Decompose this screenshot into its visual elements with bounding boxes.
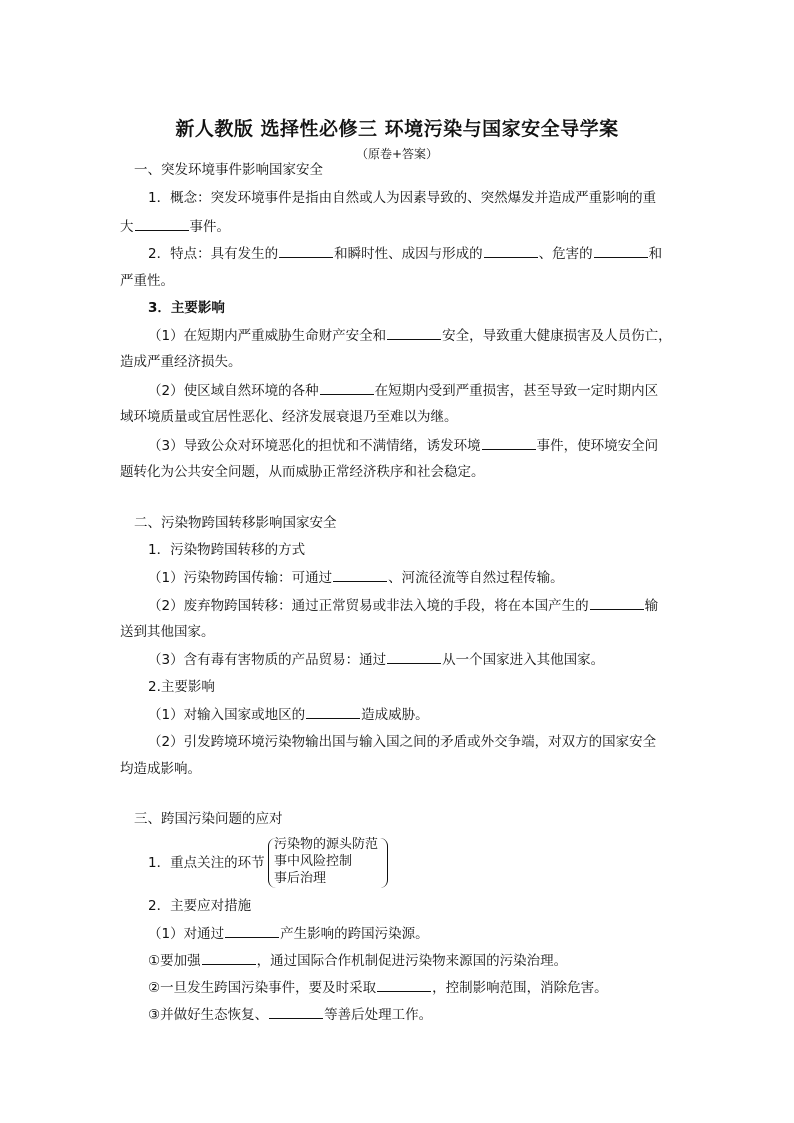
section3-heading: 三、跨国污染问题的应对	[134, 811, 283, 827]
s3-c3	[148, 1004, 708, 1025]
answer-blank[interactable]	[333, 567, 387, 582]
text: 和	[648, 246, 663, 262]
answer-blank[interactable]	[202, 950, 256, 965]
text: （3）导致公众对环境恶化的担忧和不满情绪，诱发环境	[148, 438, 481, 454]
s1-p3-line-b: 题转化为公共安全问题，从而威胁正常经济秩序和社会稳定。	[120, 464, 485, 480]
text: （1）污染物跨国传输：可通过	[148, 570, 333, 586]
answer-blank[interactable]	[387, 649, 441, 664]
text: 输	[644, 598, 659, 614]
text: 和瞬时性、成因与形成的	[334, 246, 483, 262]
text: 产生影响的跨国污染源。	[280, 926, 429, 942]
s1-p2-line-b: 域环境质量或宜居性恶化、经济发展衰退乃至难以为继。	[120, 409, 458, 425]
s2-item1-heading: 1．污染物跨国转移的方式	[148, 542, 306, 558]
answer-blank[interactable]	[594, 243, 648, 258]
text: 、危害的	[538, 246, 593, 262]
text: 造成威胁。	[361, 707, 429, 723]
answer-blank[interactable]	[306, 704, 360, 719]
s1-item2-line-b: 严重性。	[120, 273, 174, 289]
s1-item2-line-a	[148, 243, 708, 264]
s2-p3	[148, 649, 708, 670]
s3-m1	[148, 923, 708, 944]
text: ，通过国际合作机制促进污染物来源国的污染治理。	[256, 953, 568, 969]
page-title: 新人教版 选择性必修三 环境污染与国家安全导学案	[175, 118, 619, 140]
answer-blank[interactable]	[482, 435, 536, 450]
s1-p1-line-a	[148, 325, 708, 346]
s1-p1-line-b: 造成严重经济损失。	[120, 354, 242, 370]
text: 安全，导致重大健康损害及人员伤亡，	[442, 328, 672, 344]
s2-p2-line-b: 送到其他国家。	[120, 624, 215, 640]
page-subtitle: （原卷+答案）	[355, 147, 439, 161]
s2-q1	[148, 704, 708, 725]
brace-item: 污染物的源头防范	[274, 837, 379, 852]
text: 、河流径流等自然过程传输。	[388, 570, 564, 586]
text: （2）使区域自然环境的各种	[148, 383, 319, 399]
s2-item2-heading: 2.主要影响	[148, 679, 215, 695]
section1-heading: 一、突发环境事件影响国家安全	[134, 162, 323, 178]
text: 从一个国家进入其他国家。	[442, 652, 605, 668]
brace-right	[379, 838, 388, 888]
s1-item1-line-a: 1．概念：突发环境事件是指由自然或人为因素导致的、突然爆发并造成严重影响的重	[148, 190, 657, 206]
s1-item1-line-b	[120, 216, 680, 237]
answer-blank[interactable]	[590, 595, 644, 610]
brace-item: 事中风险控制	[274, 854, 353, 869]
text: ③并做好生态恢复、	[148, 1007, 269, 1023]
s3-c1	[148, 950, 708, 971]
s2-p2-line-a	[148, 595, 708, 616]
text: （2）废弃物跨国转移：通过正常贸易或非法入境的手段，将在本国产生的	[148, 598, 589, 614]
focus-brace-group	[268, 838, 388, 890]
text: 等善后处理工作。	[324, 1007, 433, 1023]
answer-blank[interactable]	[279, 243, 333, 258]
answer-blank[interactable]	[135, 216, 189, 231]
s2-p1	[148, 567, 708, 588]
text: 大	[120, 219, 134, 235]
text: （1）对输入国家或地区的	[148, 707, 306, 723]
text: （1）在短期内严重威胁生命财产安全和	[148, 328, 387, 344]
s1-p2-line-a	[148, 380, 708, 401]
answer-blank[interactable]	[320, 380, 374, 395]
section2-heading: 二、污染物跨国转移影响国家安全	[134, 515, 337, 531]
text: （3）含有毒有害物质的产品贸易：通过	[148, 652, 387, 668]
s2-q2-line-a: （2）引发跨境环境污染物输出国与输入国之间的矛盾或外交争端，对双方的国家安全	[148, 734, 657, 750]
s3-item1-label: 1．重点关注的环节	[148, 855, 265, 871]
answer-blank[interactable]	[269, 1004, 323, 1019]
brace-item: 事后治理	[274, 871, 327, 886]
s2-q2-line-b: 均造成影响。	[120, 761, 201, 777]
s3-item2-heading: 2．主要应对措施	[148, 898, 252, 914]
answer-blank[interactable]	[387, 325, 441, 340]
text: 事件，使环境安全问	[536, 438, 659, 454]
s1-item3-heading: 3．主要影响	[148, 300, 225, 316]
text: 事件。	[189, 219, 230, 235]
s3-c2	[148, 977, 708, 998]
text: ②一旦发生跨国污染事件，要及时采取	[148, 980, 377, 996]
answer-blank[interactable]	[484, 243, 538, 258]
answer-blank[interactable]	[377, 977, 431, 992]
brace-items	[274, 836, 378, 887]
text: 在短期内受到严重损害，甚至导致一定时期内区	[374, 383, 659, 399]
s1-p3-line-a	[148, 435, 708, 456]
text: ，控制影响范围，消除危害。	[432, 980, 608, 996]
text: ①要加强	[148, 953, 201, 969]
text: 2．特点：具有发生的	[148, 246, 279, 262]
text: （1）对通过	[148, 926, 225, 942]
answer-blank[interactable]	[225, 923, 279, 938]
